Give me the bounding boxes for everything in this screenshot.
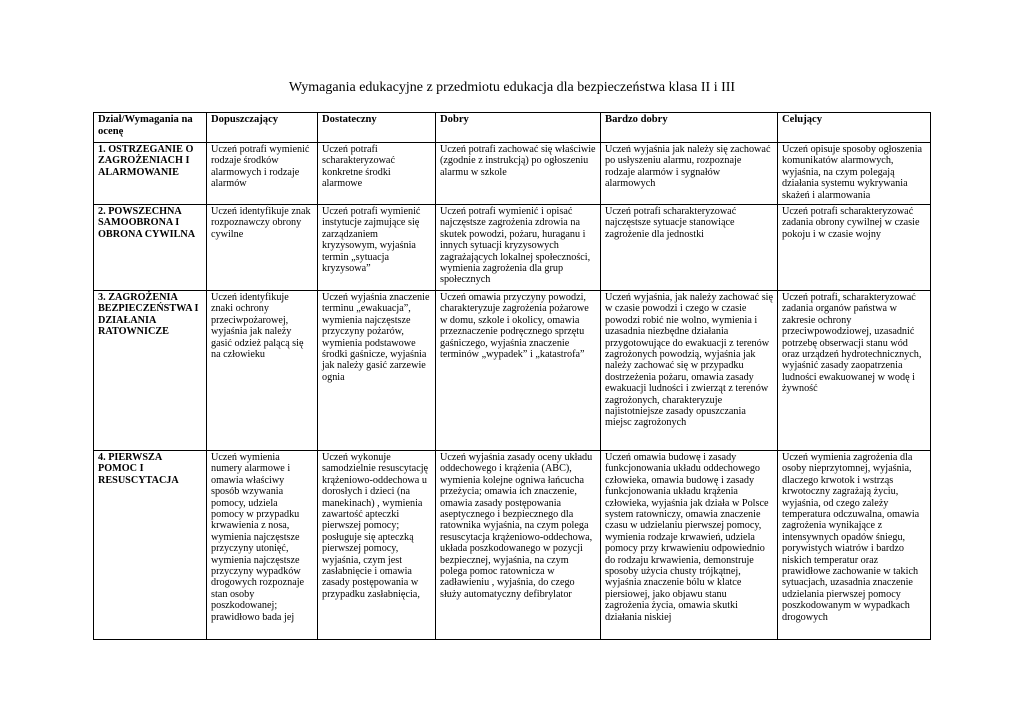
header-dopuszczajacy: Dopuszczający [207,113,318,143]
table-cell: Uczeń potrafi scharakteryzować konkretne środki alarmowe [318,143,436,205]
table-cell: Uczeń potrafi zachować się właściwie (zgodnie z instrukcją) po ogłoszeniu alarmu w szkole [436,143,601,205]
header-bardzo-dobry: Bardzo dobry [601,113,778,143]
header-celujacy: Celujący [778,113,931,143]
table-header-row [94,113,931,143]
table-cell [436,451,601,640]
table-cell: Uczeń wyjaśnia znaczenie terminu „ewakuacja”, wymienia najczęstsze przyczyny pożarów, wymienia podstawowe środki gaśnicze, wyjaśnia jak należy gasić zarzewie ognia [318,291,436,451]
document-title: Wymagania edukacyjne z przedmiotu edukacja dla bezpieczeństwa klasa II i III [288,80,736,95]
row-category: 2. POWSZECHNA SAMOOBRONA I OBRONA CYWILNA [94,205,207,291]
table-cell [207,451,318,640]
table-cell [778,451,931,640]
table-cell: Uczeń opisuje sposoby ogłoszenia komunikatów alarmowych, wyjaśnia, na czym polegają działania systemu wykrywania skażeń i alarmowania [778,143,931,205]
cell-text: Uczeń wyjaśnia zasady oceny układu oddechowego i krążenia (ABC), wymienia kolejne ogniwa łańcucha przeżycia; omawia ich znaczenie, omawia zasady postępowania aseptycznego i bezpiecznego dla ratownika wyjaśnia, na czym polega resuscytacja krążeniowo-oddechowa, układa poszkodowanego w pozycji bezpiecznej, wyjaśnia, na czym polega pomoc ratownicza w zadławieniu , wyjaśnia, do czego służy automatyczny defibrylator [440,452,593,600]
table-cell: Uczeń potrafi wymienić rodzaje środków alarmowych i rodzaje alarmów [207,143,318,205]
table-row [94,205,931,291]
table-cell: Uczeń potrafi, scharakteryzować zadania organów państwa w zakresie ochrony przeciwpowodziowej, uzasadnić potrzebę obserwacji stanu wód oraz urządzeń hydrotechnicznych, wyjaśnić zasady zaopatrzenia ludności ewakuowanej w wodę i żywność [778,291,931,451]
row-category: 1. OSTRZEGANIE O ZAGROŻENIACH I ALARMOWANIE [94,143,207,205]
header-dostateczny: Dostateczny [318,113,436,143]
row-category: 3. ZAGROŻENIA BEZPIECZEŃSTWA I DZIAŁANIA RATOWNICZE [94,291,207,451]
table-cell: Uczeń potrafi wymienić i opisać najczęstsze zagrożenia zdrowia na skutek powodzi, pożaru, huraganu i innych sytuacji kryzysowych zagrażających lokalnej społeczności, wymienia zagrożenia dla grup społecznych [436,205,601,291]
requirements-table [93,112,931,640]
table-row [94,451,931,640]
table-row [94,143,931,205]
table-cell: Uczeń identyfikuje znak rozpoznawczy obrony cywilne [207,205,318,291]
table-cell: Uczeń potrafi wymienić instytucje zajmujące się zarządzaniem kryzysowym, wyjaśnia termin „sytuacja kryzysowa” [318,205,436,291]
table-cell: Uczeń potrafi scharakteryzować zadania obrony cywilnej w czasie pokoju i w czasie wojny [778,205,931,291]
table-cell: Uczeń wyjaśnia, jak należy zachować się w czasie powodzi i czego w czasie powodzi robić nie wolno, wymienia i uzasadnia niezbędne działania przygotowujące do ewakuacji z terenów zagrożonych powodzią, wyjaśnia jak należy zachować się w przypadku dostrzeżenia pożaru, omawia zasady ewakuacji ludności i zwierząt z terenów zagrożonych, charakteryzuje najistotniejsze zasady opuszczania miejsc zagrożonych [601,291,778,451]
header-dobry: Dobry [436,113,601,143]
cell-text: Uczeń wykonuje samodzielnie resuscytację krążeniowo-oddechowa u dorosłych i dzieci (na manekinach) , wymienia zawartość apteczki pierwszej pomocy; posługuje się apteczką pierwszej pomocy, wyjaśnia, czym jest zasłabnięcie i omawia zasady postępowania w przypadku zasłabnięcia, [322,452,429,600]
table-cell: Uczeń potrafi scharakteryzować najczęstsze sytuacje stanowiące zagrożenie dla jednostki [601,205,778,291]
row-category: 4. PIERWSZA POMOC I RESUSCYTACJA [94,451,207,640]
cell-text: Uczeń omawia budowę i zasady funkcjonowania układu oddechowego człowieka, omawia budowę i zasady funkcjonowania układu krążenia człowieka, wyjaśnia jak działa w Polsce system ratowniczy, omawia znaczenie czasu w udzielaniu pierwszej pomocy, wymienia rodzaje krwawień, udziela pomocy przy krwawieniu odpowiednio do rodzaju krwawienia, demonstruje sposoby użycia chusty trójkątnej, wyjaśnia znaczenie bólu w klatce piersiowej, jako objawu stanu zagrożenia życia, omawia skutki działania niskiej [605,452,769,623]
table-cell [318,451,436,640]
header-section: Dział/Wymagania na ocenę [94,113,207,143]
table-cell: Uczeń wyjaśnia jak należy się zachować po usłyszeniu alarmu, rozpoznaje rodzaje alarmów i sygnałów alarmowych [601,143,778,205]
cell-text: Uczeń wymienia numery alarmowe i omawia właściwy sposób wzywania pomocy, udziela pomocy w przypadku krwawienia z nosa, wymienia najczęstsze przyczyny utonięć, wymienia najczęstsze przyczyny wypadków drogowych rozpoznaje stan osoby poszkodowanej; prawidłowo bada jej [211,452,305,623]
table-row [94,291,931,451]
table-cell: Uczeń omawia przyczyny powodzi, charakteryzuje zagrożenia pożarowe w domu, szkole i okolicy, omawia przeznaczenie podręcznego sprzętu gaśniczego, wyjaśnia znaczenie terminów „wypadek” i „katastrofa” [436,291,601,451]
cell-text: Uczeń wymienia zagrożenia dla osoby nieprzytomnej, wyjaśnia, dlaczego krwotok i wstrząs krwotoczny zagrażają życiu, wyjaśnia, od czego zależy temperatura odczuwalna, omawia zagrożenia wynikające z intensywnych opadów śniegu, porywistych wiatrów i bardzo niskich temperatur oraz prawidłowe zachowanie w takich sytuacjach, uzasadnia znaczenie udzielania pierwszej pomocy poszkodowanym w wypadkach drogowych [782,452,920,623]
table-cell: Uczeń identyfikuje znaki ochrony przeciwpożarowej, wyjaśnia jak należy gasić odzież palącą się na człowieku [207,291,318,451]
table-cell [601,451,778,640]
